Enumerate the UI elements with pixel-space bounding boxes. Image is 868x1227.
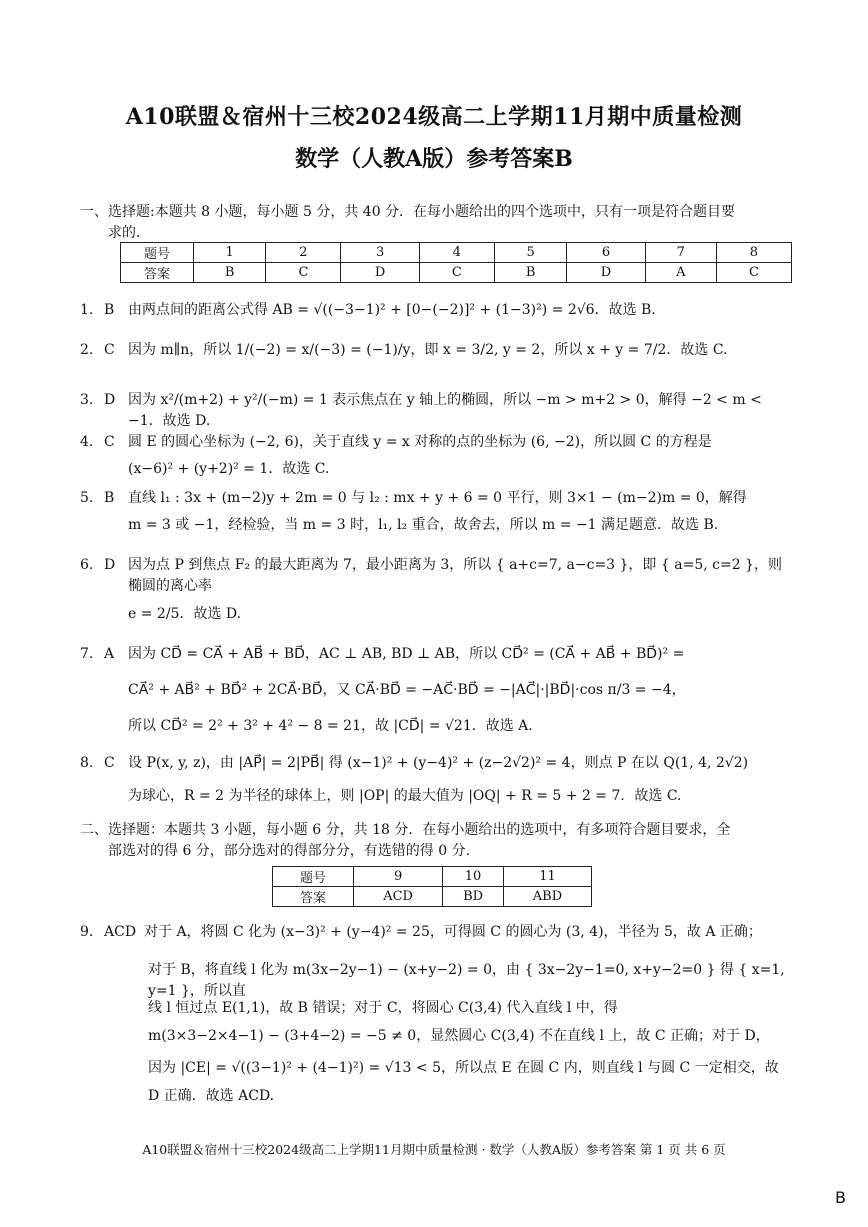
version-mark: B: [835, 1188, 846, 1207]
table-row: 答案 B C D C B D A C: [121, 263, 792, 283]
section2-header: 二、选择题：本题共 3 小题，每小题 6 分，共 18 分．在每小题给出的选项中，有多项符合题目要求，全 部选对的得 6 分，部分选对的得部分分，有选错的得 0 分.: [80, 822, 731, 859]
question-9-line2: 对于 B，将直线 l 化为 m(3x−2y−1) − (x+y−2) = 0，由 { 3x−2y−1=0, x+y−2=0 } 得 { x=1, y=1 }，所以直: [148, 962, 785, 999]
document-title: A10联盟＆宿州十三校2024级高二上学期11月期中质量检测: [125, 104, 743, 130]
table-row: 题号 1 2 3 4 5 6 7 8: [121, 243, 792, 263]
table-row: 题号 9 10 11: [273, 867, 592, 887]
answer-table-1: [120, 242, 792, 283]
question-9-line6: D 正确．故选 ACD.: [148, 1088, 275, 1104]
question-9-line4: m(3×3−2×4−1) − (3+4−2) = −5 ≠ 0，显然圆心 C(3,4) 不在直线 l 上，故 C 正确；对于 D，: [148, 1028, 770, 1044]
question-9-line5: 因为 |CE| = √((3−1)² + (4−1)²) = √13 < 5，所以点 E 在圆 C 内，则直线 l 与圆 C 一定相交，故: [148, 1060, 779, 1076]
table-row: 答案 ACD BD ABD: [273, 887, 592, 907]
page-footer: A10联盟＆宿州十三校2024级高二上学期11月期中质量检测 · 数学（人教A版）参考答案 第 1 页 共 6 页: [142, 1142, 726, 1157]
section1-header: 一、选择题:本题共 8 小题，每小题 5 分，共 40 分．在每小题给出的四个选项中，只有一项是符合题目要 求的．: [80, 204, 736, 241]
question-7-line2: CA⃗² + AB⃗² + BD⃗² + 2CA⃗·BD⃗，又 CA⃗·BD⃗ = −AC⃗·BD⃗ = −|AC⃗|·|BD⃗|·cos π/3 = −4，: [128, 682, 686, 698]
question-5-line2: m = 3 或 −1，经检验，当 m = 3 时，l₁, l₂ 重合，故舍去，所以 m = −1 满足题意．故选 B.: [128, 517, 719, 533]
question-6-line2: e = 2/5．故选 D.: [128, 606, 242, 622]
question-4-line2: (x−6)² + (y+2)² = 1．故选 C.: [128, 461, 330, 477]
question-8-line2: 为球心，R = 2 为半径的球体上，则 |OP| 的最大值为 |OQ| + R = 5 + 2 = 7．故选 C.: [128, 788, 682, 804]
question-7-line3: 所以 CD⃗² = 2² + 3² + 4² − 8 = 21，故 |CD⃗| = √21．故选 A.: [128, 718, 533, 734]
question-9-line3: 线 l 恒过点 E(1,1)，故 B 错误；对于 C，将圆心 C(3,4) 代入直线 l 中，得: [148, 1000, 618, 1016]
answer-table-2: [272, 866, 592, 907]
document-subtitle: 数学（人教A版）参考答案B: [295, 146, 573, 172]
